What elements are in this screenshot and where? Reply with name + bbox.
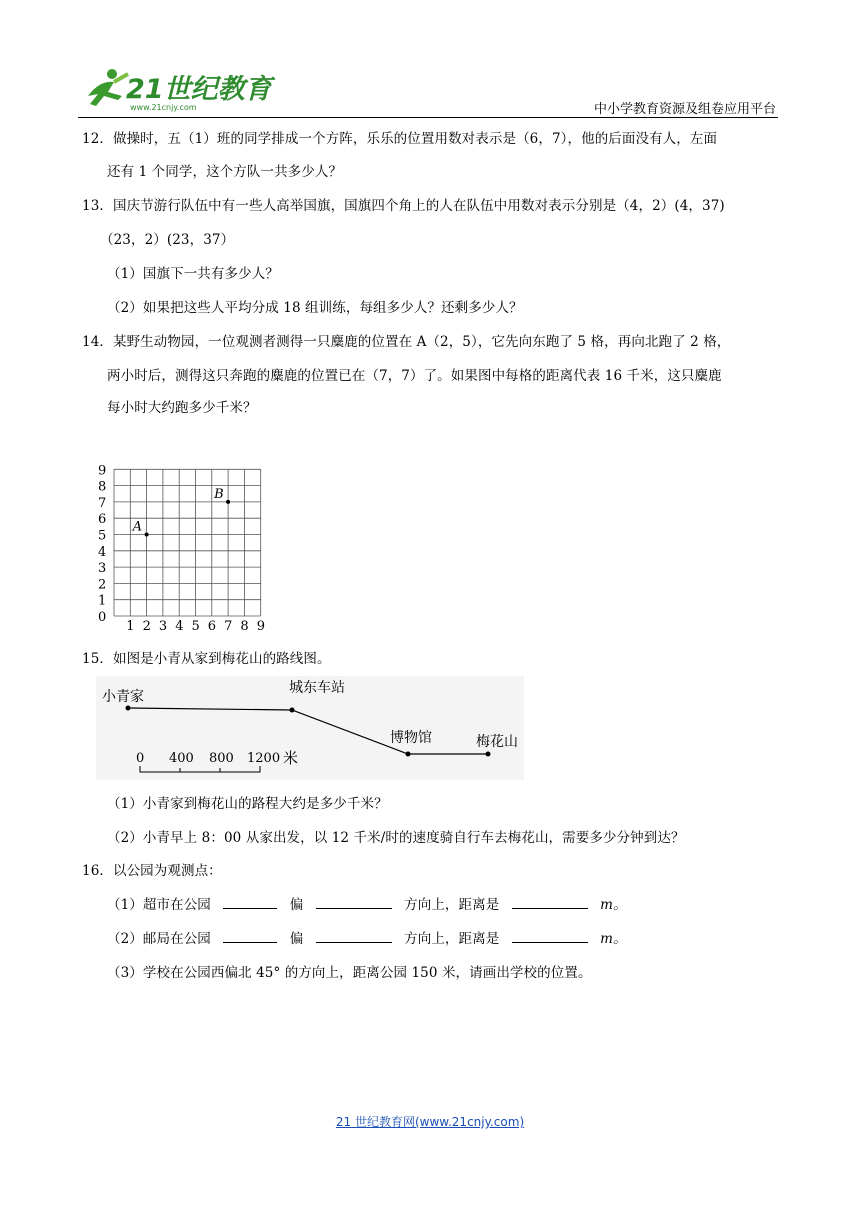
q14-line3: 每小时大约跑多少千米？ [107, 400, 257, 416]
header-divider [78, 117, 778, 118]
q13-line2: （23，2）(23，37） [100, 232, 235, 248]
scale-0: 0 [136, 751, 145, 766]
q16-line1: 16．以公园为观测点： [82, 863, 222, 879]
x-tick-label: 4 [175, 619, 184, 634]
y-tick-label: 8 [98, 479, 107, 495]
q15-line1: 15．如图是小青从家到梅花山的路线图。 [82, 651, 331, 667]
x-tick-label: 1 [126, 619, 135, 634]
x-tick-label: 7 [224, 619, 233, 634]
place-home: 小青家 [102, 689, 144, 705]
q16-sub1 [107, 893, 627, 913]
answer-blank-1b[interactable] [316, 896, 392, 909]
point-label-b: B [214, 486, 224, 502]
q13-line1: 13．国庆节游行队伍中有一些人高举国旗，国旗四个角上的人在队伍中用数对表示分别是（4，2）(4，37) [82, 198, 725, 214]
site-logo [78, 66, 272, 112]
logo-sub-text: www.21cnjy.com [130, 103, 197, 112]
q16-sub2-unit: m。 [600, 931, 627, 947]
scale-unit: 米 [283, 749, 299, 767]
station-dot [290, 708, 295, 713]
answer-blank-2c[interactable] [512, 930, 588, 943]
answer-blank-1a[interactable] [223, 896, 277, 909]
point-b [226, 500, 230, 504]
y-tick-label: 6 [98, 512, 107, 528]
q13-sub2: （2）如果把这些人平均分成 18 组训练，每组多少人？还剩多少人？ [107, 300, 523, 316]
q16-sub2-text-c: 方向上，距离是 [404, 931, 500, 947]
x-tick-label: 6 [207, 619, 217, 634]
q16-sub1-text-c: 方向上，距离是 [404, 897, 500, 913]
x-tick-label: 2 [142, 619, 151, 634]
y-tick-label: 2 [98, 577, 107, 593]
place-meihua: 梅花山 [476, 734, 518, 750]
answer-blank-1c[interactable] [512, 896, 588, 909]
q14-line2: 两小时后，测得这只奔跑的麋鹿的位置已在（7，7）了。如果图中每格的距离代表 16 千米，这只麋鹿 [107, 368, 722, 384]
scale-800: 800 [209, 751, 234, 766]
q16-sub1-unit: m。 [600, 897, 627, 913]
point-a [145, 533, 149, 537]
place-museum: 博物馆 [390, 730, 432, 746]
q15-sub2: （2）小青早上 8：00 从家出发，以 12 千米/时的速度骑自行车去梅花山，需要多少分钟到达？ [107, 830, 685, 846]
y-tick-label: 4 [98, 544, 107, 560]
q12-line1: 12．做操时，五（1）班的同学排成一个方阵，乐乐的位置用数对表示是（6，7），他的后面没有人，左面 [82, 131, 718, 147]
x-tick-label: 8 [240, 619, 249, 634]
y-tick-label: 0 [98, 610, 107, 625]
home-dot [126, 706, 131, 711]
museum-dot [406, 752, 411, 757]
y-tick-label: 9 [98, 463, 107, 479]
q15-sub1: （1）小青家到梅花山的路程大约是多少千米？ [107, 796, 388, 812]
answer-blank-2a[interactable] [223, 930, 277, 943]
q16-sub2-text-a: （2）邮局在公园 [107, 931, 211, 947]
header-platform-text: 中小学教育资源及组卷应用平台 [593, 102, 776, 117]
scale-1200: 1200 [247, 751, 281, 766]
point-label-a: A [132, 519, 142, 535]
answer-blank-2b[interactable] [316, 930, 392, 943]
q16-sub2 [107, 927, 627, 947]
q12-line2: 还有 1 个同学，这个方队一共多少人？ [107, 164, 343, 180]
q16-sub1-text-a: （1）超市在公园 [107, 897, 211, 913]
x-tick-label: 3 [158, 619, 168, 634]
scale-400: 400 [169, 751, 194, 766]
q16-sub1-text-b: 偏 [289, 897, 304, 913]
footer-link[interactable]: 21 世纪教育网(www.21cnjy.com) [335, 1115, 525, 1129]
x-tick-label: 9 [256, 619, 265, 634]
y-tick-label: 1 [98, 593, 107, 609]
q13-sub1: （1）国旗下一共有多少人？ [107, 266, 279, 282]
q16-sub2-text-b: 偏 [289, 931, 304, 947]
x-tick-label: 5 [191, 619, 200, 634]
y-tick-label: 7 [98, 495, 107, 511]
place-station: 城东车站 [289, 680, 345, 696]
coordinate-grid [94, 456, 274, 636]
q14-line1: 14．某野生动物园，一位观测者测得一只麋鹿的位置在 A（2，5），它先向东跑了 5 格，再向北跑了 2 格， [82, 334, 731, 350]
y-tick-label: 3 [98, 561, 107, 577]
meihua-dot [486, 752, 491, 757]
logo-main-text: 21世纪教育 [126, 74, 272, 105]
runner-logo-icon [88, 69, 128, 106]
y-tick-label: 5 [98, 528, 107, 544]
route-map [96, 676, 526, 780]
q16-sub3: （3）学校在公园西偏北 45° 的方向上，距离公园 150 米，请画出学校的位置。 [107, 965, 592, 981]
